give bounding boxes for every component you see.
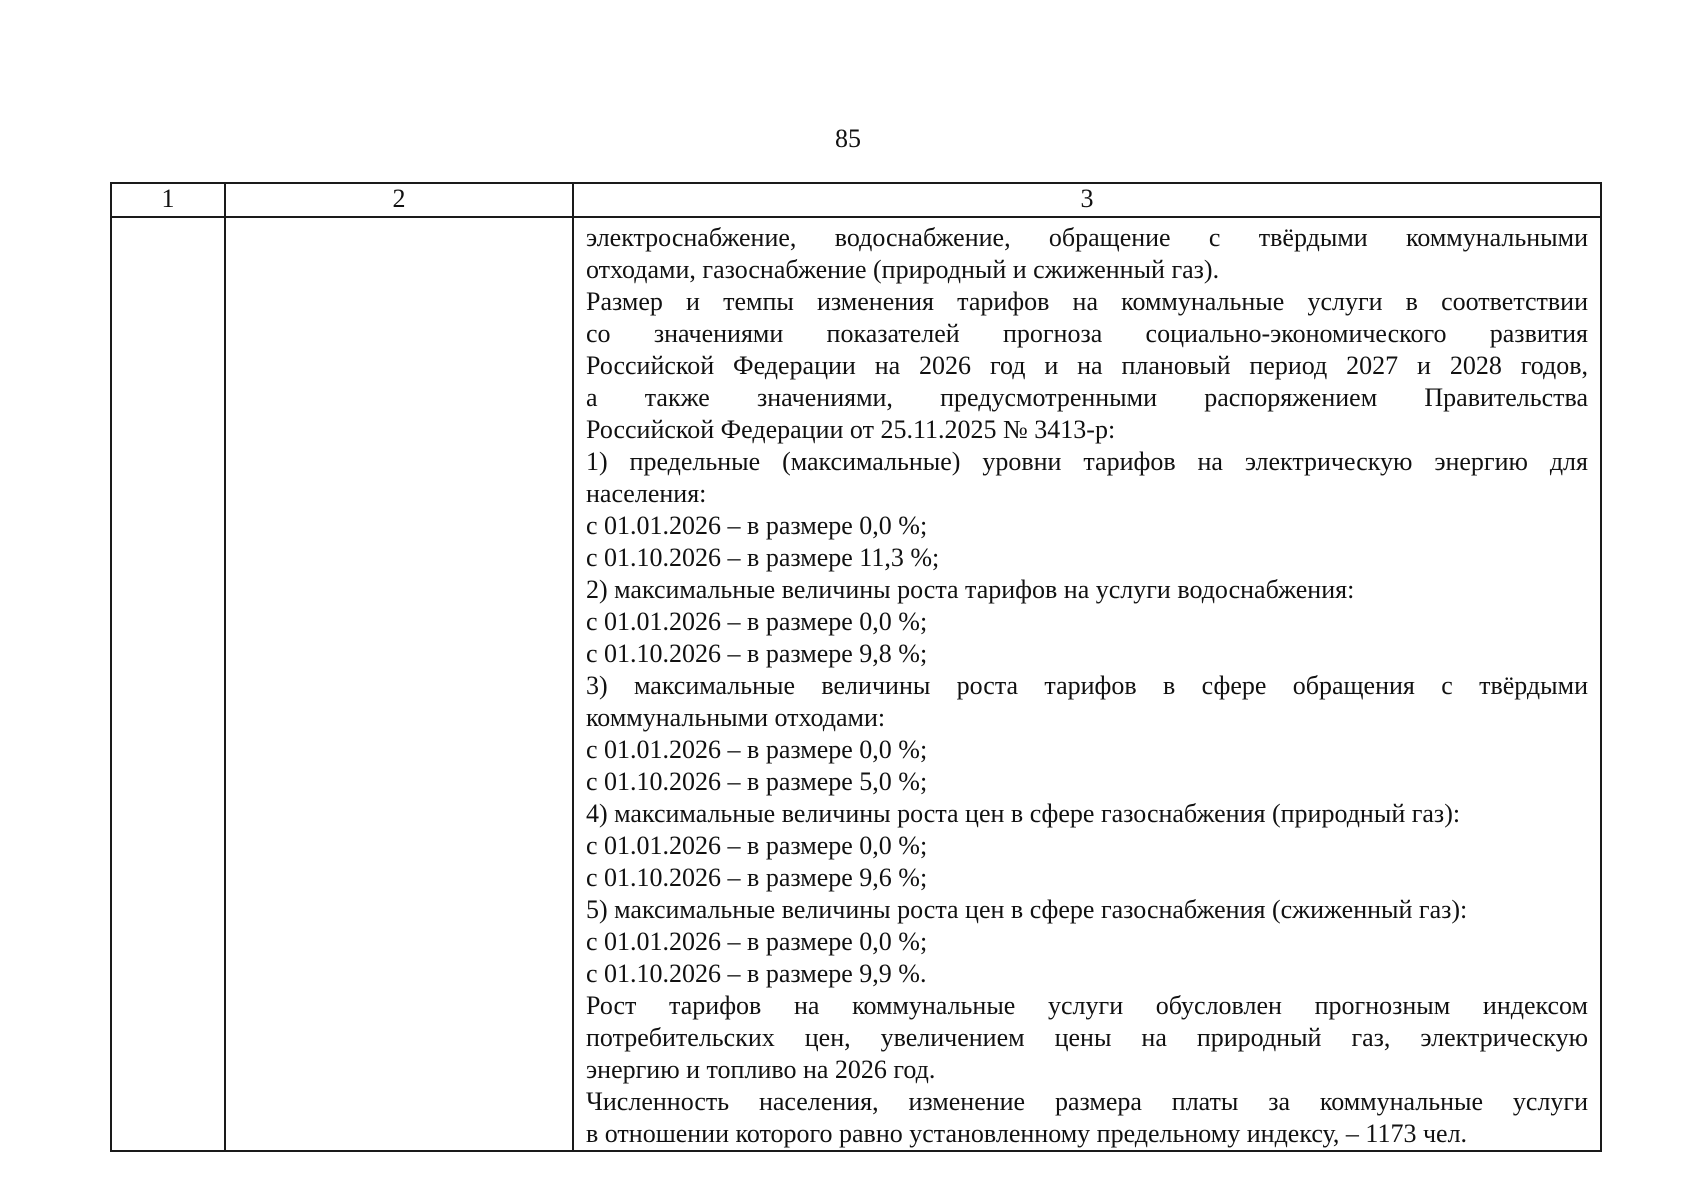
tariff-description-text <box>574 218 1600 1150</box>
table-header-row <box>111 183 1601 217</box>
table-row <box>111 217 1601 1151</box>
text-line: коммунальными отходами: <box>586 703 886 732</box>
text-line: 5) максимальные величины роста цен в сфере газоснабжения (сжиженный газ): <box>586 895 1468 924</box>
cell-col-1 <box>111 217 225 1151</box>
header-col-1: 1 <box>111 183 225 217</box>
text-line: с 01.01.2026 – в размере 0,0 %; <box>586 927 928 956</box>
text-line: с 01.01.2026 – в размере 0,0 %; <box>586 831 928 860</box>
text-line: Численность населения, изменение размера платы за коммунальные услуги <box>586 1087 1588 1116</box>
text-line: отходами, газоснабжение (природный и сжиженный газ). <box>586 255 1220 284</box>
text-line: Российской Федерации на 2026 год и на плановый период 2027 и 2028 годов, <box>586 351 1588 380</box>
text-line: 2) максимальные величины роста тарифов на услуги водоснабжения: <box>586 575 1355 604</box>
text-line: 4) максимальные величины роста цен в сфере газоснабжения (природный газ): <box>586 799 1461 828</box>
header-col-2: 2 <box>225 183 573 217</box>
text-line: 1) предельные (максимальные) уровни тарифов на электрическую энергию для <box>586 447 1588 476</box>
text-line: с 01.01.2026 – в размере 0,0 %; <box>586 735 928 764</box>
header-col-3: 3 <box>573 183 1601 217</box>
cell-col-3 <box>573 217 1601 1151</box>
text-line: энергию и топливо на 2026 год. <box>586 1055 936 1084</box>
text-line: а также значениями, предусмотренными распоряжением Правительства <box>586 383 1588 412</box>
text-line: в отношении которого равно установленному предельному индексу, – 1173 чел. <box>586 1119 1468 1148</box>
text-line: 3) максимальные величины роста тарифов в сфере обращения с твёрдыми <box>586 671 1588 700</box>
text-line: электроснабжение, водоснабжение, обращение с твёрдыми коммунальными <box>586 223 1588 252</box>
text-line: с 01.10.2026 – в размере 5,0 %; <box>586 767 928 796</box>
cell-col-2 <box>225 217 573 1151</box>
text-line: с 01.01.2026 – в размере 0,0 %; <box>586 607 928 636</box>
text-line: с 01.10.2026 – в размере 9,6 %; <box>586 863 928 892</box>
text-line: со значениями показателей прогноза социально-экономического развития <box>586 319 1588 348</box>
text-line: населения: <box>586 479 707 508</box>
text-line: с 01.10.2026 – в размере 9,9 %. <box>586 959 927 988</box>
text-line: Размер и темпы изменения тарифов на коммунальные услуги в соответствии <box>586 287 1588 316</box>
text-line: Рост тарифов на коммунальные услуги обусловлен прогнозным индексом <box>586 991 1588 1020</box>
text-line: с 01.01.2026 – в размере 0,0 %; <box>586 511 928 540</box>
text-line: с 01.10.2026 – в размере 9,8 %; <box>586 639 928 668</box>
text-line: потребительских цен, увеличением цены на природный газ, электрическую <box>586 1023 1588 1052</box>
text-line: с 01.10.2026 – в размере 11,3 %; <box>586 543 940 572</box>
text-line: Российской Федерации от 25.11.2025 № 3413-р: <box>586 415 1116 444</box>
page-number: 85 <box>835 124 861 153</box>
tariff-table <box>110 182 1602 1152</box>
